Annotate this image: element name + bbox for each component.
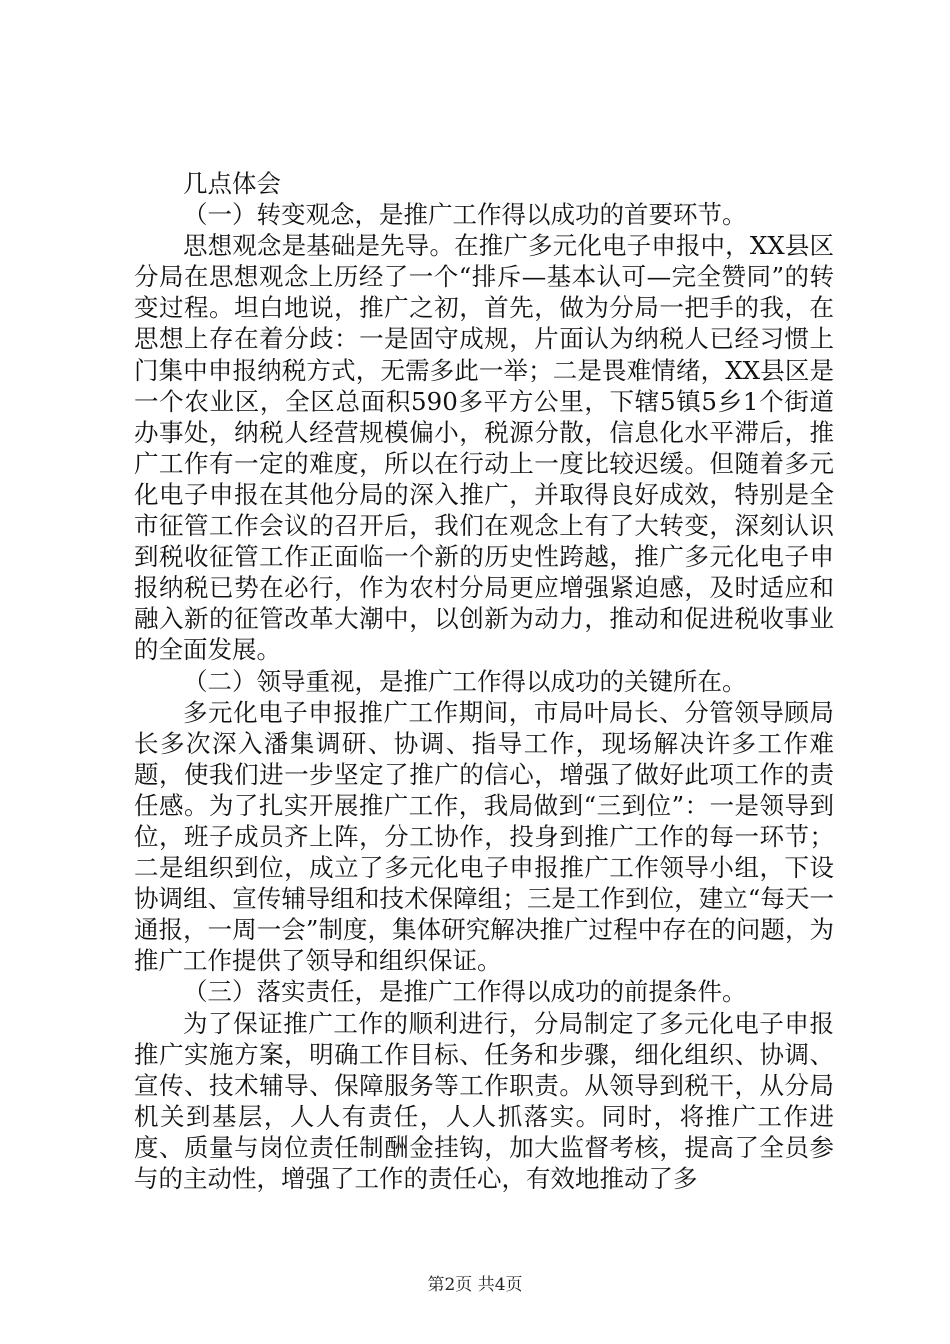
document-body [134,168,834,1194]
body-paragraph-2: 多元化电子申报推广工作期间，市局叶局长、分管领导顾局长多次深入潘集调研、协调、指导工作，现场解决许多工作难题，使我们进一步坚定了推广的信心，增强了做好此项工作的责任感。为了扎实开展推广工作，我局做到“三到位”：一是领导到位，班子成员齐上阵，分工协作，投身到推广工作的每一环节；二是组织到位，成立了多元化电子申报推广工作领导小组，下设协调组、宣传辅导组和技术保障组；三是工作到位，建立“每天一通报，一周一会”制度，集体研究解决推广过程中存在的问题，为推广工作提供了领导和组织保证。 [134,697,834,976]
body-paragraph-3: 为了保证推广工作的顺利进行，分局制定了多元化电子申报推广实施方案，明确工作目标、任务和步骤，细化组织、协调、宣传、技术辅导、保障服务等工作职责。从领导到税干，从分局机关到基层，人人有责任，人人抓落实。同时，将推广工作进度、质量与岗位责任制酬金挂钩，加大监督考核，提高了全员参与的主动性，增强了工作的责任心，有效地推动了多 [134,1008,834,1193]
subsection-heading-3: （三）落实责任，是推广工作得以成功的前提条件。 [183,977,747,1007]
page-footer: 第2页 共4页 [427,1275,523,1295]
subsection-heading-2: （二）领导重视，是推广工作得以成功的关键所在。 [183,666,747,696]
section-title: 几点体会 [183,169,281,198]
subsection-heading-1: （一）转变观念，是推广工作得以成功的首要环节。 [183,200,747,230]
body-paragraph-1: 思想观念是基础是先导。在推广多元化电子申报中，XX县区分局在思想观念上历经了一个“排斥—基本认可—完全赞同”的转变过程。坦白地说，推广之初，首先，做为分局一把手的我，在思想上存在着分歧：一是固守成规，片面认为纳税人已经习惯上门集中申报纳税方式，无需多此一举；二是畏难情绪，XX县区是一个农业区，全区总面积590多平方公里，下辖5镇5乡1个街道办事处，纳税人经营规模偏小，税源分散，信息化水平滞后，推广工作有一定的难度，所以在行动上一度比较迟缓。但随着多元化电子申报在其他分局的深入推广，并取得良好成效，特别是全市征管工作会议的召开后，我们在观念上有了大转变，深刻认识到税收征管工作正面临一个新的历史性跨越，推广多元化电子申报纳税已势在必行，作为农村分局更应增强紧迫感，及时适应和融入新的征管改革大潮中，以创新为动力，推动和促进税收事业的全面发展。 [134,231,834,665]
